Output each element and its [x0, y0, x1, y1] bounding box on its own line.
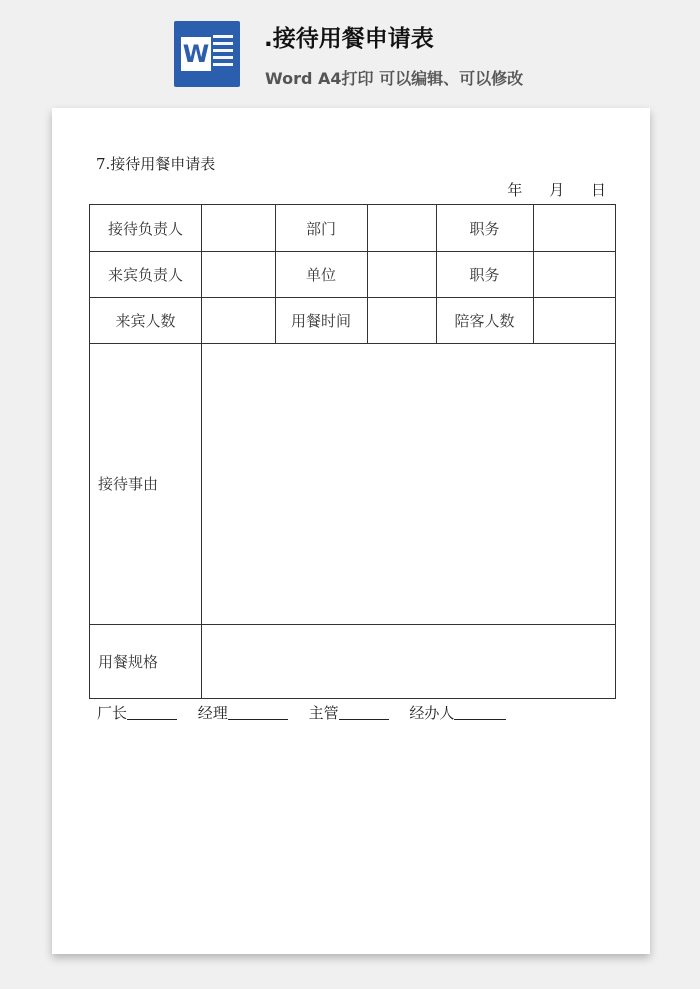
label-reception-reason: 接待事由: [98, 475, 159, 493]
signature-factory-director: [97, 702, 177, 723]
label-host-count: 陪客人数: [454, 311, 515, 330]
signature-label: 厂长: [97, 704, 128, 722]
field-reception-reason[interactable]: [201, 343, 615, 624]
field-meal-time[interactable]: [367, 297, 436, 343]
label-position: 职务: [469, 219, 500, 238]
signature-label: 经办人: [409, 704, 455, 722]
signature-label: 主管: [308, 704, 339, 722]
signature-blank[interactable]: [454, 705, 506, 720]
label-guest-lead: 来宾负责人: [107, 265, 183, 284]
field-department[interactable]: [367, 205, 436, 251]
field-meal-spec[interactable]: [201, 624, 615, 698]
document-title: .接待用餐申请表: [264, 26, 434, 52]
form-title: 7.接待用餐申请表: [96, 155, 216, 173]
label-guest-position: 职务: [469, 265, 500, 284]
header: [0, 0, 700, 108]
field-reception-lead[interactable]: [201, 205, 275, 251]
label-guest-count: 来宾人数: [115, 311, 176, 330]
form-table: [89, 204, 616, 699]
field-position[interactable]: [533, 205, 615, 251]
word-icon-lines: [213, 35, 233, 73]
label-meal-spec: 用餐规格: [98, 652, 159, 671]
date-line: [485, 179, 606, 200]
signature-supervisor: [309, 702, 389, 723]
signature-label: 经理: [197, 704, 228, 722]
label-organization: 单位: [305, 265, 336, 284]
label-department: 部门: [305, 219, 336, 238]
label-reception-lead: 接待负责人: [107, 219, 183, 238]
signature-blank[interactable]: [127, 705, 177, 720]
signature-manager: [198, 702, 288, 723]
signature-row: [97, 702, 522, 723]
document-page: [52, 108, 650, 954]
signature-blank[interactable]: [228, 705, 288, 720]
field-organization[interactable]: [367, 251, 436, 297]
field-guest-count[interactable]: [201, 297, 275, 343]
document-subtitle: Word A4打印 可以编辑、可以修改: [265, 69, 524, 88]
field-guest-lead[interactable]: [201, 251, 275, 297]
date-year: 年: [507, 181, 523, 199]
word-icon-letter: W: [181, 37, 211, 71]
signature-blank[interactable]: [339, 705, 389, 720]
label-meal-time: 用餐时间: [290, 311, 351, 330]
signature-handler: [409, 702, 506, 723]
word-icon: [174, 21, 240, 87]
field-guest-position[interactable]: [533, 251, 615, 297]
date-month: 月: [549, 181, 565, 199]
date-day: 日: [590, 181, 606, 199]
field-host-count[interactable]: [533, 297, 615, 343]
